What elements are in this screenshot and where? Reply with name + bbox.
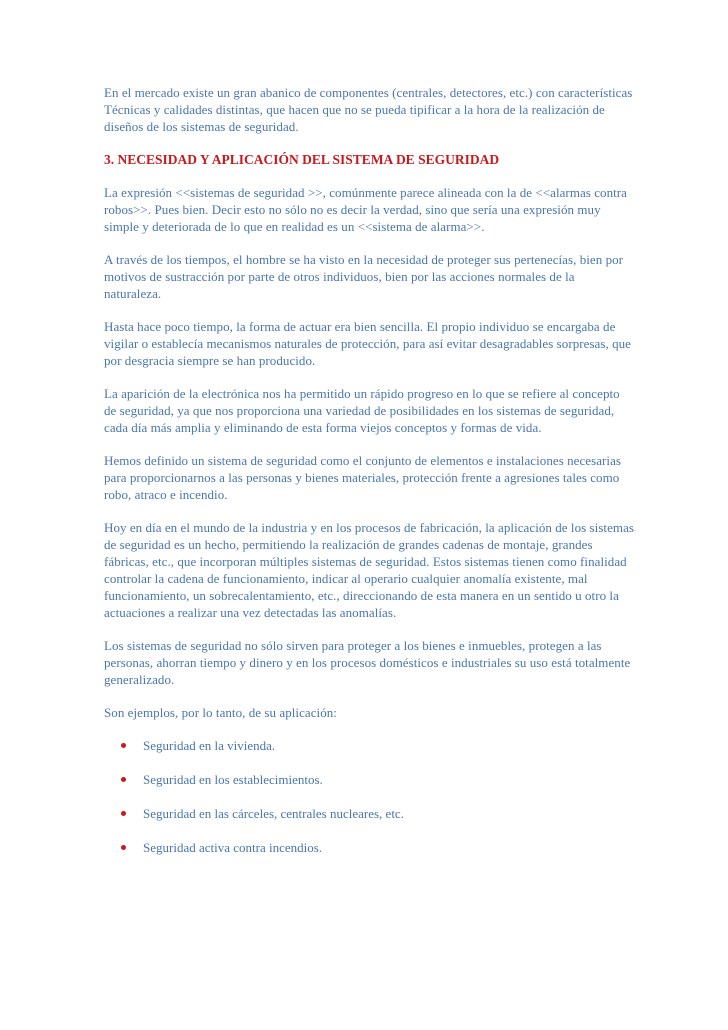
paragraph-industry: Hoy en día en el mundo de la industria y en los procesos de fabricación, la aplicación de los sistemas de seguridad es un hecho, permitiendo la realización de grandes cadenas de montaje, grandes fábricas, etc., que incorporan múltiples sistemas de seguridad. Estos sistemas tienen como finalidad controlar la cadena de funcionamiento, indicar al operario cualquier anomalía existente, mal funcionamiento, un sobrecalentamiento, etc., direccionando de esta manera en un sentido u otro la actuaciones a realizar una vez detectadas las anomalías.	[104, 520, 634, 620]
paragraph-definition: Hemos definido un sistema de seguridad como el conjunto de elementos e instalaciones necesarias para proporcionarnos a las personas y bienes materiales, protección frente a agresiones tales como robo, atraco e incendio.	[104, 453, 622, 502]
list-item	[104, 737, 634, 754]
list-item	[104, 805, 634, 822]
document-body	[104, 84, 634, 873]
bullet-dot-icon	[121, 845, 126, 850]
bullet-dot-icon	[121, 777, 126, 782]
paragraph-examples-intro: Son ejemplos, por lo tanto, de su aplicación:	[104, 705, 337, 720]
paragraph-past-methods: Hasta hace poco tiempo, la forma de actuar era bien sencilla. El propio individuo se encargaba de vigilar o establecía mecanismos naturales de protección, para así evitar desagradables sorpresas, que por desgracia siempre se han producido.	[104, 319, 632, 368]
paragraph-history: A través de los tiempos, el hombre se ha visto en la necesidad de proteger sus pertenecías, bien por motivos de sustracción por parte de otros individuos, bien por las acciones normales de la naturaleza.	[104, 252, 624, 301]
list-item-text: Seguridad en la vivienda.	[143, 738, 276, 753]
intro-paragraph: En el mercado existe un gran abanico de componentes (centrales, detectores, etc.) con características Técnicas y calidades distintas, que hacen que no se pueda tipificar a la hora de la realización de diseños de los sistemas de seguridad.	[104, 85, 633, 134]
list-item	[104, 839, 634, 856]
paragraph-uses: Los sistemas de seguridad no sólo sirven para proteger a los bienes e inmuebles, protegen a las personas, ahorran tiempo y dinero y en los procesos domésticos e industriales su uso está totalmente generalizado.	[104, 638, 631, 687]
list-item-text: Seguridad en las cárceles, centrales nucleares, etc.	[143, 806, 404, 821]
list-item-text: Seguridad en los establecimientos.	[143, 772, 323, 787]
bullet-dot-icon	[121, 811, 126, 816]
bullet-dot-icon	[121, 743, 126, 748]
section-heading: 3. NECESIDAD Y APLICACIÓN DEL SISTEMA DE SEGURIDAD	[104, 152, 500, 167]
paragraph-expression: La expresión <<sistemas de seguridad >>, comúnmente parece alineada con la de <<alarmas contra robos>>. Pues bien. Decir esto no sólo no es decir la verdad, sino que sería una expresión muy simple y deteriorada de lo que en realidad es un <<sistema de alarma>>.	[104, 185, 627, 234]
examples-list	[104, 737, 634, 856]
list-item-text: Seguridad activa contra incendios.	[143, 840, 323, 855]
paragraph-electronics: La aparición de la electrónica nos ha permitido un rápido progreso en lo que se refiere al concepto de seguridad, ya que nos proporciona una variedad de posibilidades en los sistemas de seguridad, cada día más amplia y eliminando de esta forma viejos conceptos y formas de vida.	[104, 386, 620, 435]
list-item	[104, 771, 634, 788]
